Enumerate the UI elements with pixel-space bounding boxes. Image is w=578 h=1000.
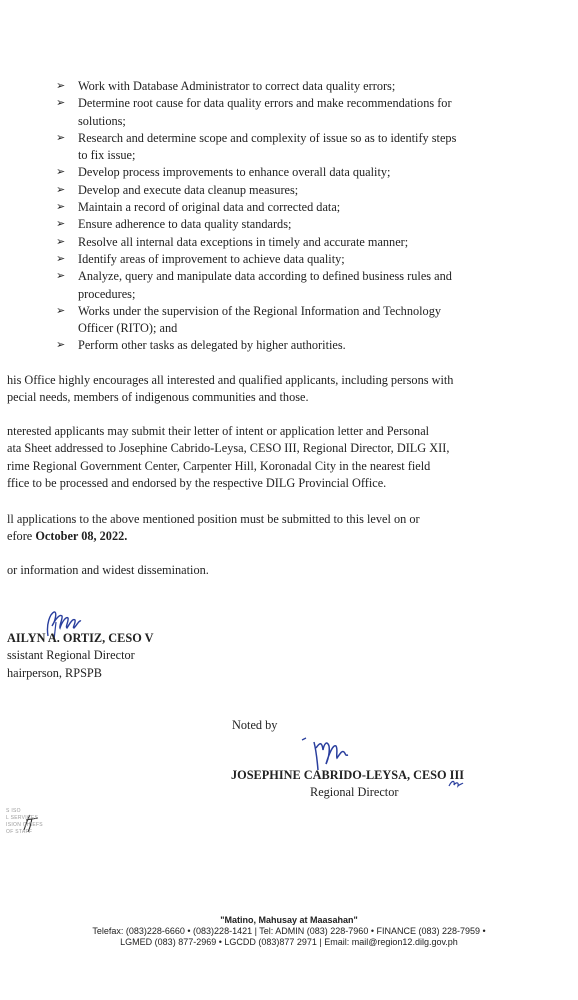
duty-item [56,182,556,199]
deadline-date: October 08, 2022. [35,529,128,544]
submission-paragraph [7,423,449,492]
arrow-bullet-icon: ➢ [56,166,66,179]
encouragement-line-1: his Office highly encourages all interested and qualified applicants, including persons with [7,373,454,387]
encouragement-paragraph [7,372,453,407]
deadline-line-2 [7,528,420,545]
footer-contacts-line-2: LGMED (083) 877-2969 • LGCDD (083)877 2971 | Email: mail@region12.dilg.gov.ph [120,937,458,947]
stamp-line: L SERVICES [6,815,39,821]
duty-text: Develop and execute data cleanup measures; [78,182,299,197]
duty-text: Works under the supervision of the Regional Information and Technology [78,303,441,318]
arrow-bullet-icon: ➢ [56,183,66,196]
footer-motto: "Matino, Mahusay at Maasahan" [220,915,358,925]
noted-by-label: Noted by [232,718,278,732]
initial-mark [446,776,466,792]
duty-text: Research and determine scope and complexity of issue so as to identify steps [78,130,457,145]
duty-text: Maintain a record of original data and corrected data; [78,200,341,215]
arrow-bullet-icon: ➢ [56,201,66,214]
stamp-line: S ISO [6,808,21,814]
duty-item [56,268,556,303]
duty-text: Identify areas of improvement to achieve data quality; [78,251,345,266]
signatory-ortiz-name: AILYN A. ORTIZ, CESO V [7,631,154,645]
submission-line-1: nterested applicants may submit their letter of intent or application letter and Personal [7,424,430,438]
duty-text: Analyze, query and manipulate data according to defined business rules and [78,269,452,284]
arrow-bullet-icon: ➢ [56,304,66,317]
duty-item [56,251,556,268]
duty-text: Work with Database Administrator to correct data quality errors; [78,79,396,93]
signatory-ortiz-title: ssistant Regional Director [7,648,135,663]
duty-text: Ensure adherence to data quality standards; [78,217,292,232]
duty-text: Develop process improvements to enhance overall data quality; [78,165,391,180]
deadline-paragraph [7,511,420,546]
duty-item [56,164,556,181]
footer-contacts-line-1: Telefax: (083)228-6660 • (083)228-1421 | Tel: ADMIN (083) 228-7960 • FINANCE (083) 228-7959 • [92,926,486,936]
encouragement-line-2: pecial needs, members of indigenous communities and those. [7,390,309,405]
duty-item [56,303,556,338]
duties-list [56,78,556,355]
deadline-line-1: ll applications to the above mentioned position must be submitted to this level on or [7,512,420,526]
duty-item [56,234,556,251]
arrow-bullet-icon: ➢ [56,97,66,110]
stamp-line: OF STAFF [6,829,33,835]
submission-line-2: ata Sheet addressed to Josephine Cabrido-Leysa, CESO III, Regional Director, DILG XII, [7,441,450,456]
duty-item [56,337,556,354]
arrow-bullet-icon: ➢ [56,235,66,248]
signatory-cabrido-leysa-block [231,767,464,802]
signatory-cabrido-leysa-name: JOSEPHINE CABRIDO-LEYSA, CESO III [231,768,465,782]
duty-text: Perform other tasks as delegated by higher authorities. [78,338,346,353]
arrow-bullet-icon: ➢ [56,252,66,265]
signatory-ortiz-role: hairperson, RPSPB [7,665,102,680]
arrow-bullet-icon: ➢ [56,339,66,352]
signatory-ortiz-block [7,630,154,682]
arrow-bullet-icon: ➢ [56,218,66,231]
duty-text: Officer (RITO); and [78,321,178,336]
submission-line-3: rime Regional Government Center, Carpenter Hill, Koronadal City in the nearest field [7,458,431,473]
footer [0,915,578,948]
duty-text: solutions; [78,113,126,128]
duty-text: procedures; [78,286,136,301]
duty-text: Determine root cause for data quality errors and make recommendations for [78,96,452,111]
duty-item [56,130,556,165]
duty-item [56,95,556,130]
submission-line-4: ffice to be processed and endorsed by the respective DILG Provincial Office. [7,475,387,490]
signatory-cabrido-leysa-title: Regional Director [310,785,399,800]
arrow-bullet-icon: ➢ [56,270,66,283]
arrow-bullet-icon: ➢ [56,80,66,92]
deadline-prefix: efore [7,529,36,544]
duty-item [56,216,556,233]
stamp-line: ISION CHIEFS [6,822,43,828]
duty-text: Resolve all internal data exceptions in timely and accurate manner; [78,234,409,249]
duty-text: to fix issue; [78,148,136,163]
arrow-bullet-icon: ➢ [56,131,66,144]
routing-stamp [6,808,43,836]
duty-item [56,78,556,95]
duty-item [56,199,556,216]
dissemination-line: or information and widest dissemination. [7,563,209,577]
